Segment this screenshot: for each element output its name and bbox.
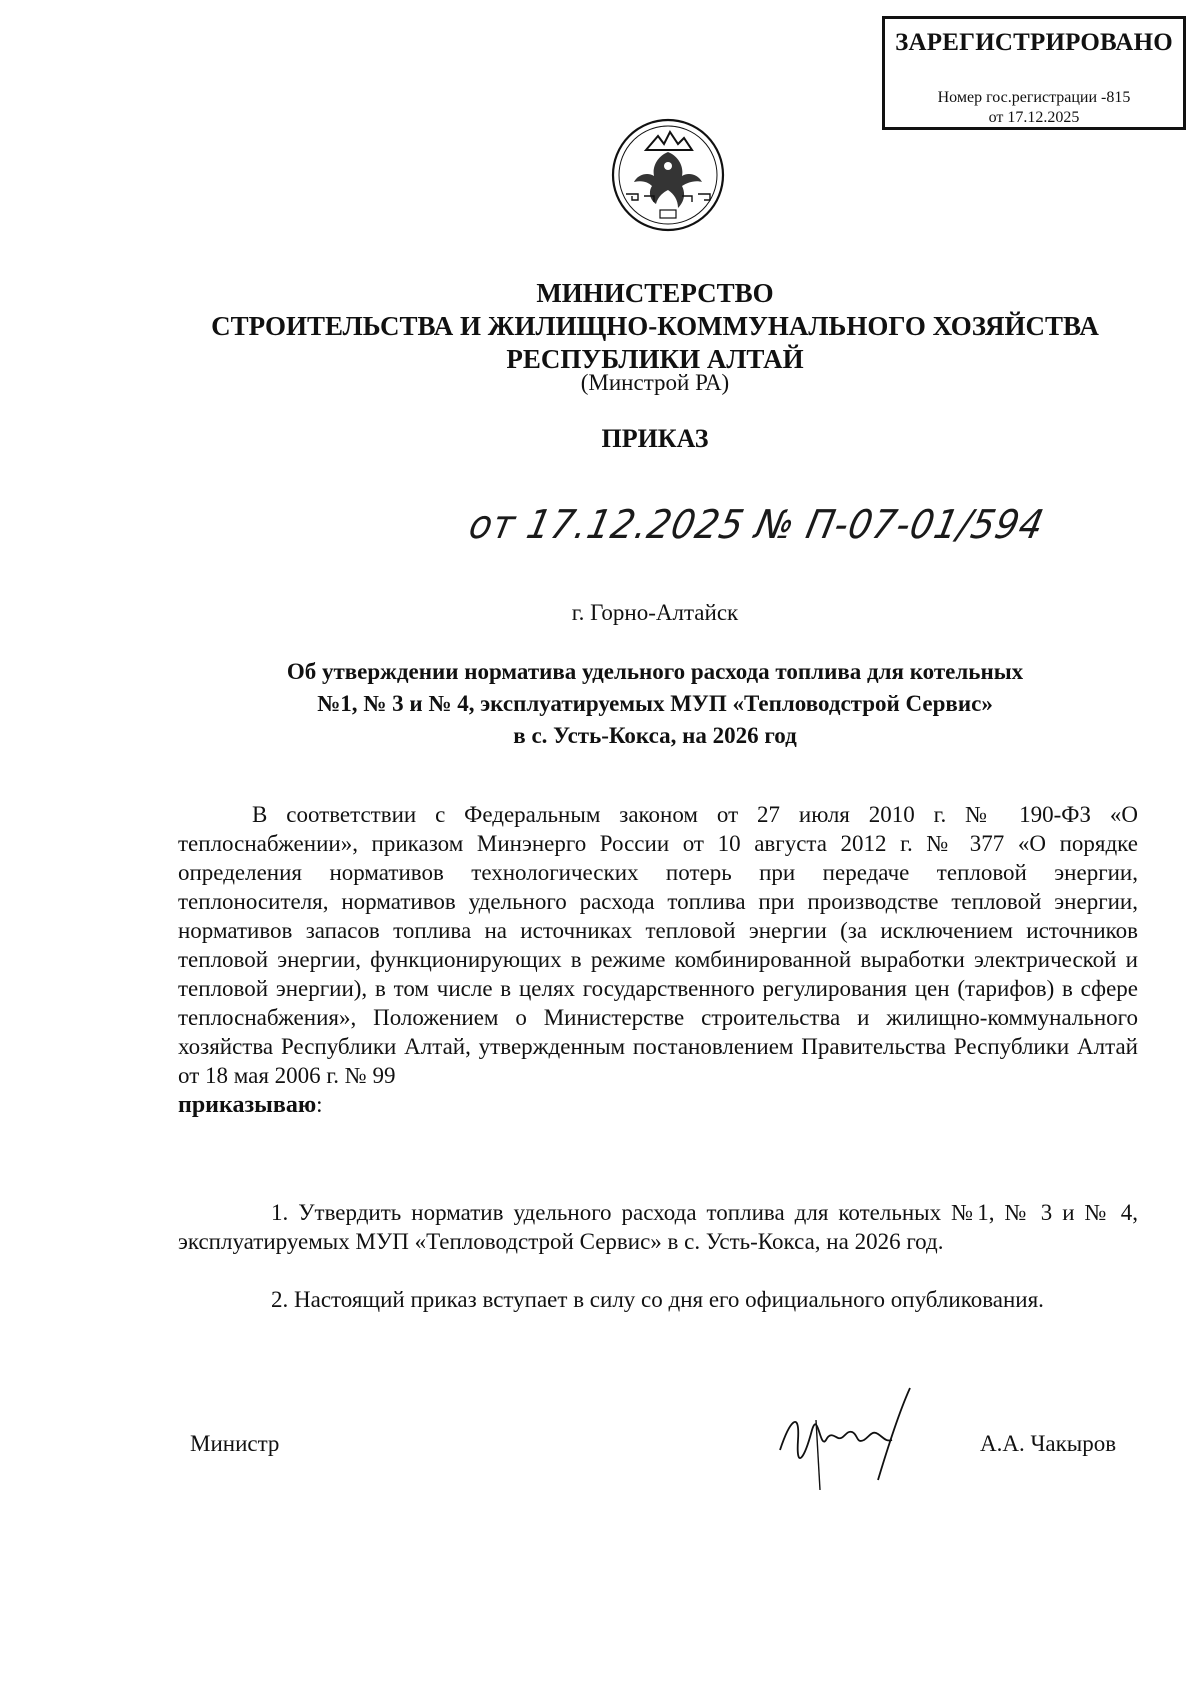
decree-word: приказываю	[178, 1092, 317, 1118]
preamble-paragraph	[178, 800, 1138, 1120]
subject-line-1: Об утверждении норматива удельного расхода топлива для котельных	[286, 659, 1024, 684]
coat-of-arms-icon	[608, 116, 728, 234]
order-item-2: 2. Настоящий приказ вступает в силу со дня его официального опубликования.	[271, 1287, 1044, 1312]
order-item-1: 1. Утвердить норматив удельного расхода топлива для котельных №1, № 3 и № 4, эксплуатируемых МУП «Тепловодстрой Сервис» в с. Усть-Кокса, на 2026 год.	[178, 1200, 1138, 1254]
city-line: г. Горно-Алтайск	[571, 600, 739, 625]
stamp-reg-number: Номер гос.регистрации -815	[937, 89, 1131, 106]
handwritten-date-number: от 17.12.2025 № П-07-01/594	[465, 502, 1049, 549]
subject-line-2: №1, № 3 и № 4, эксплуатируемых МУП «Тепловодстрой Сервис»	[317, 691, 993, 716]
signatory-role: Министр	[190, 1431, 280, 1456]
preamble-text: В соответствии с Федеральным законом от 27 июля 2010 г. № 190-ФЗ «О теплоснабжении», приказом Минэнерго России от 10 августа 2012 г. № 377 «О порядке определения нормативов технологических потерь при передаче тепловой энергии, теплоносителя, нормативов удельного расхода топлива при производстве тепловой энергии, нормативов запасов топлива на источниках тепловой энергии (за исключением источников тепловой энергии, функционирующих в режиме комбинированной выработки электрической и тепловой энергии), в том числе в целях государственного регулирования цен (тарифов) в сфере теплоснабжения», Положением о Министерстве строительства и жилищно-коммунального хозяйства Республики Алтай, утвержденным постановлением Правительства Республики Алтай от 18 мая 2006 г. № 99	[178, 802, 1138, 1088]
ministry-abbreviation: (Минстрой РА)	[580, 370, 730, 395]
ministry-line-3: РЕСПУБЛИКИ АЛТАЙ	[506, 344, 804, 374]
ministry-line-2: СТРОИТЕЛЬСТВА И ЖИЛИЩНО-КОММУНАЛЬНОГО ХОЗЯЙСТВА	[211, 311, 1099, 341]
stamp-title: ЗАРЕГИСТРИРОВАНО	[895, 29, 1173, 56]
registration-stamp	[882, 16, 1186, 130]
document-type-title: ПРИКАЗ	[601, 424, 709, 453]
subject-line-3: в с. Усть-Кокса, на 2026 год	[513, 723, 797, 748]
decree-colon: :	[316, 1092, 323, 1117]
ministry-line-1: МИНИСТЕРСТВО	[536, 278, 774, 308]
signature-icon	[760, 1380, 960, 1500]
signatory-name: А.А. Чакыров	[980, 1431, 1117, 1456]
stamp-reg-date: от 17.12.2025	[988, 109, 1080, 126]
